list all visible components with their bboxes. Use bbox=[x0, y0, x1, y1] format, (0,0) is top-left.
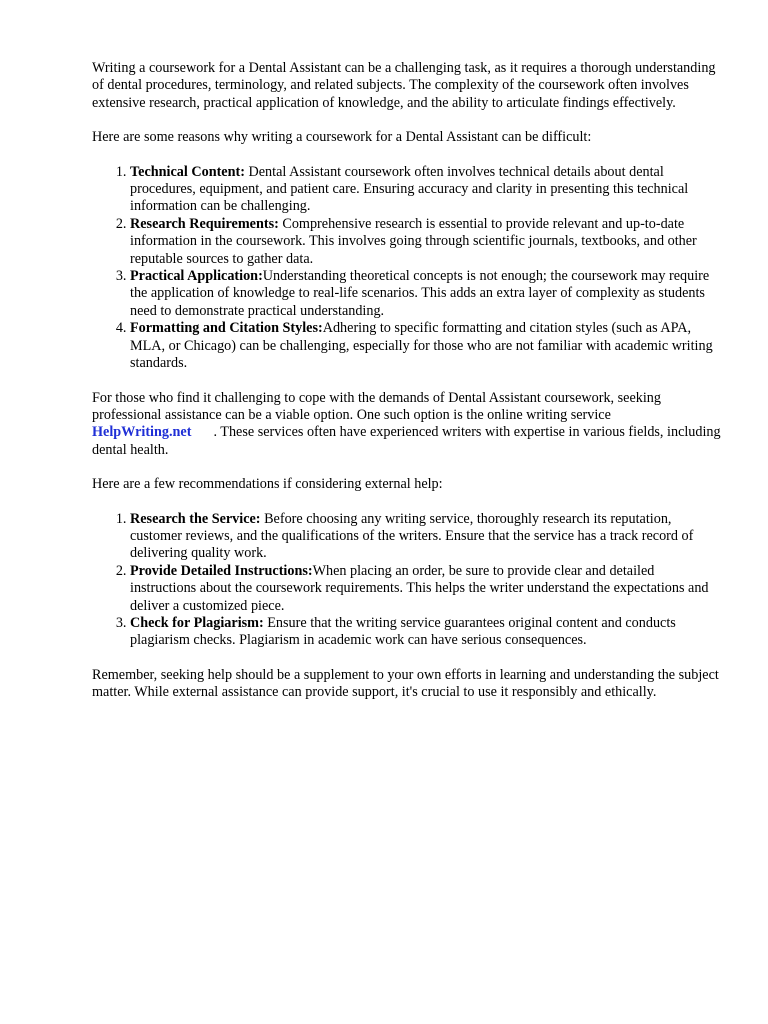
reason-text: Understanding theoretical concepts is not enough; the coursework may require the application of knowledge to real-life scenarios. This adds an extra layer of complexity as students need to demonstrate practical understanding. bbox=[130, 268, 710, 319]
reasons-intro-paragraph: Here are some reasons why writing a coursework for a Dental Assistant can be difficult: bbox=[92, 129, 592, 146]
recommendation-item-detailed-instructions bbox=[130, 563, 724, 615]
reason-text: Adhering to specific formatting and citation styles (such as APA, MLA, or Chicago) can be challenging, especially for those who are not familiar with academic writing standards. bbox=[130, 320, 713, 372]
assistance-paragraph bbox=[92, 390, 724, 460]
reason-text: Comprehensive research is essential to provide relevant and up-to-date information in the coursework. This involves going through scientific journals, textbooks, and other reputable sources to gather data. bbox=[130, 215, 697, 267]
recommendation-text: Ensure that the writing service guarantees original content and conducts plagiarism checks. Plagiarism in academic work can have serious consequences. bbox=[130, 614, 676, 649]
reasons-list bbox=[92, 164, 724, 373]
closing-paragraph: Remember, seeking help should be a supplement to your own efforts in learning and understanding the subject matter. While external assistance can provide support, it's crucial to use it responsibly and ethically. bbox=[92, 666, 719, 701]
reason-item-formatting-citation bbox=[130, 320, 724, 372]
reason-text: Dental Assistant coursework often involves technical details about dental procedures, equipment, and patient care. Ensuring accuracy and clarity in presenting this technical information can be challenging. bbox=[130, 163, 689, 215]
reason-term: Practical Application: bbox=[130, 268, 263, 285]
recommendation-item-check-plagiarism bbox=[130, 615, 724, 650]
reason-item-practical-application bbox=[130, 268, 724, 320]
reason-term: Formatting and Citation Styles: bbox=[130, 320, 323, 337]
recommendation-text: When placing an order, be sure to provide clear and detailed instructions about the coursework requirements. This helps the writer understand the expectations and deliver a customized piece. bbox=[130, 562, 709, 614]
recommendation-term: Check for Plagiarism: bbox=[130, 614, 264, 631]
helpwriting-link[interactable]: HelpWriting.net bbox=[92, 424, 192, 441]
assistance-text-before: For those who find it challenging to cope with the demands of Dental Assistant coursework, seeking professional assistance can be a viable option. One such option is the online writing service bbox=[92, 389, 661, 423]
recommendations-list bbox=[92, 511, 724, 650]
recommendations-intro-paragraph: Here are a few recommendations if considering external help: bbox=[92, 476, 443, 493]
recommendation-term: Research the Service: bbox=[130, 510, 261, 527]
assistance-text-after: . These services often have experienced writers with expertise in various fields, including dental health. bbox=[92, 424, 721, 458]
reason-term: Technical Content: bbox=[130, 163, 245, 180]
recommendation-text: Before choosing any writing service, thoroughly research its reputation, customer reviews, and the qualifications of the writers. Ensure that the service has a track record of delivering quality work. bbox=[130, 510, 694, 562]
recommendation-item-research-service bbox=[130, 511, 724, 563]
reason-item-research-requirements bbox=[130, 216, 724, 268]
document-page bbox=[92, 60, 724, 719]
reason-term: Research Requirements: bbox=[130, 215, 279, 232]
reason-item-technical-content bbox=[130, 164, 724, 216]
recommendation-term: Provide Detailed Instructions: bbox=[130, 562, 313, 579]
intro-paragraph: Writing a coursework for a Dental Assistant can be a challenging task, as it requires a thorough understanding of dental procedures, terminology, and related subjects. The complexity of the coursework often involves extensive research, practical application of knowledge, and the ability to articulate findings effectively. bbox=[92, 60, 716, 111]
